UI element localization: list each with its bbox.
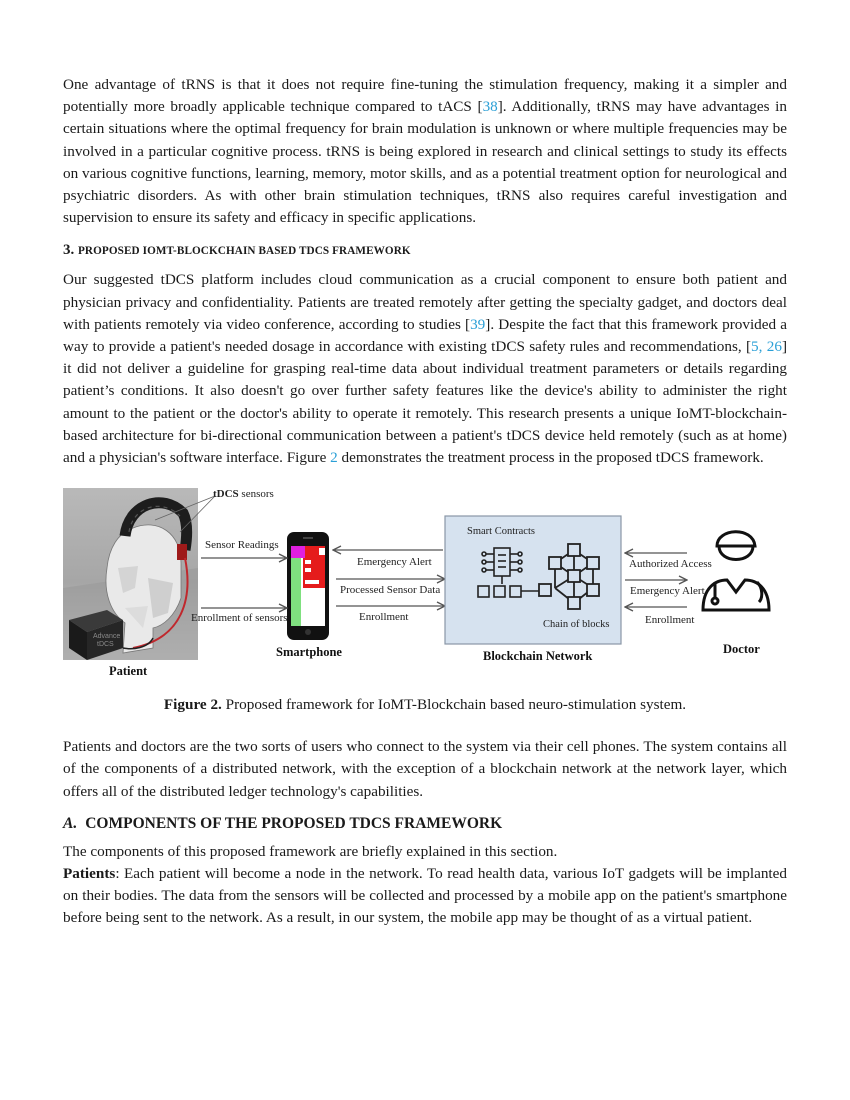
figure-caption <box>63 696 787 714</box>
arrow-label-enrollment-doctor: Enrollment <box>645 614 695 627</box>
term-patients: Patients <box>63 865 116 883</box>
figure-2-framework-diagram <box>63 488 787 688</box>
smartphone-illustration <box>287 532 329 640</box>
arrow-label-enrollment-phone: Enrollment <box>359 611 409 624</box>
subsection-letter: A. <box>63 814 78 832</box>
paragraph-users: Patients and doctors are the two sorts of users who connect to the system via their cell phones. The system contains all of the components of a distributed network, with the exception of a blockchain network at the network layer, which offers all of the distributed ledger technology's capabilities. <box>63 738 787 800</box>
blockchain-network-label: Blockchain Network <box>483 649 593 664</box>
caption-label: Figure 2. <box>163 696 222 714</box>
caption-text: Proposed framework for IoMT-Blockchain based neuro-stimulation system. <box>221 696 687 714</box>
text-span: demonstrates the treatment process in the proposed tDCS framework. <box>337 449 764 467</box>
paragraph-trns-advantage <box>63 74 787 229</box>
smartphone-label: Smartphone <box>276 645 342 660</box>
arrow-label-sensor-readings: Sensor Readings <box>205 539 279 552</box>
citation-link-5-26[interactable]: 5, 26 <box>751 338 782 356</box>
text-span: : Each patient will become a node in the network. To read health data, various IoT gadgets will be implanted on their bodies. The data from the sensors will be collected and processed by a mobile app on the patient's smartphone before being sent to the network. As a result, in our system, the mobile app may be thought of as a virtual patient. <box>63 865 787 927</box>
section-number: 3. <box>63 242 75 259</box>
subsection-heading-a <box>63 815 787 833</box>
text-span: ] it did not deliver a guideline for grasping real-time data about individual treatment parameters or details regarding patient’s conditions. It also doesn't go over further safety features like the device's ability to administer the right amount to the patient or the doctor's ability to operate it remotely. This research presents a unique IoMT-blockchain-based architecture for bi-directional communication between a patient's tDCS device held remotely (such as at home) and a physician's software interface. Figure <box>63 338 788 467</box>
smart-contracts-label: Smart Contracts <box>467 526 535 538</box>
arrow-label-processed-sensor-data: Processed Sensor Data <box>340 584 441 597</box>
doctor-icon <box>703 532 769 610</box>
doctor-label: Doctor <box>723 642 760 657</box>
citation-link-39[interactable]: 39 <box>470 315 486 333</box>
document-page <box>63 74 787 930</box>
tdcs-sensors-label: tDCS sensors <box>213 488 274 501</box>
paragraph-suggested-platform <box>63 269 787 469</box>
arrow-label-emergency-alert-phone: Emergency Alert <box>357 556 432 569</box>
section-heading-3 <box>63 242 787 259</box>
paragraph-components-intro: The components of this proposed framework are briefly explained in this section. <box>63 842 558 860</box>
arrow-label-enrollment-of-sensors: Enrollment of sensors <box>191 612 288 625</box>
svg-text:tDCS: tDCS <box>97 641 114 649</box>
figure-link-2[interactable]: 2 <box>330 449 338 467</box>
patient-head-illustration <box>63 488 215 660</box>
text-span: One advantage of tRNS is that it does not require fine-tuning the stimulation frequency, making it a simpler and potentially more broadly applicable technique compared to tACS [ <box>63 76 787 116</box>
citation-link-38[interactable]: 38 <box>482 98 498 116</box>
text-span: Our suggested tDCS platform includes cloud communication as a crucial component to ensure both patient and physician privacy and confidentiality. Patients are treated remotely after getting the specialty gadget, and doctors deal with patients remotely via video conference, according to studies [ <box>63 271 787 333</box>
text-span: ]. Despite the fact that this framework provided a way to provide a patient's needed dosage in accordance with existing tDCS safety rules and recommendations, [ <box>63 315 787 356</box>
arrow-label-emergency-alert-doctor: Emergency Alert <box>630 585 705 598</box>
text-span: ]. Additionally, tRNS may have advantages in certain situations where the optimal frequency for brain modulation is unknown or where multiple frequencies may be involved in a particular cognitive process. tRNS is being explored in research and clinical settings to study its effects on various cognitive functions, learning, memory, motor skills, and as a potential treatment option for neurological and psychiatric disorders. As with other brain stimulation techniques, tRNS also requires careful investigation and supervision to ensure its safety and efficacy in specific applications. <box>63 98 787 227</box>
paragraph-patients <box>63 863 787 930</box>
section-title: PROPOSED IOMT-BLOCKCHAIN BASED TDCS FRAMEWORK <box>78 245 411 258</box>
subsection-title: COMPONENTS OF THE PROPOSED TDCS FRAMEWORK <box>85 814 503 832</box>
device-label: Advance <box>93 633 121 641</box>
patient-label: Patient <box>109 664 148 679</box>
chain-of-blocks-label: Chain of blocks <box>543 619 610 631</box>
arrow-label-authorized-access: Authorized Access <box>629 558 712 571</box>
